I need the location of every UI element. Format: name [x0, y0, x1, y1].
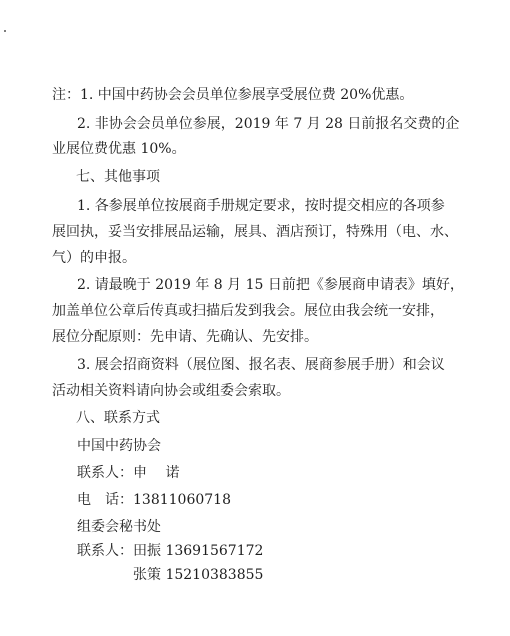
contact-person-2: 联系人：田振 13691567172 — [77, 543, 264, 559]
section-7-para-1-line-1: 1. 各参展单位按展商手册规定要求，按时提交相应的各项参 — [77, 198, 445, 214]
note-item-2-line-2: 业展位费优惠 10%。 — [52, 141, 186, 157]
section-7-para-3-line-1: 3. 展会招商资料（展位图、报名表、展商参展手册）和会议 — [77, 357, 445, 373]
contact-org-2: 组委会秘书处 — [77, 519, 161, 535]
scan-artifact-dot — [4, 30, 6, 32]
note-item-1: 注：1. 中国中药协会会员单位参展享受展位费 20%优惠。 — [52, 87, 414, 103]
section-8-heading: 八、联系方式 — [76, 410, 160, 426]
section-7-para-3-line-2: 活动相关资料请向协会或组委会索取。 — [52, 383, 290, 399]
contact-phone-1: 电 话：13811060718 — [77, 492, 231, 508]
section-7-para-1-line-2: 展回执，妥当安排展品运输，展具、酒店预订，特殊用（电、水、 — [52, 224, 458, 240]
contact-org-1: 中国中药协会 — [77, 438, 161, 454]
section-7-heading: 七、其他事项 — [76, 169, 160, 185]
section-7-para-2-line-3: 展位分配原则：先申请、先确认、先安排。 — [52, 329, 318, 345]
contact-person-1: 联系人：申 诺 — [77, 465, 180, 481]
note-item-2-line-1: 2. 非协会会员单位参展，2019 年 7 月 28 日前报名交费的企 — [77, 116, 460, 132]
section-7-para-2-line-1: 2. 请最晚于 2019 年 8 月 15 日前把《参展商申请表》填好， — [77, 277, 464, 293]
section-7-para-2-line-2: 加盖单位公章后传真或扫描后发到我会。展位由我会统一安排， — [52, 303, 444, 319]
section-7-para-1-line-3: 气）的申报。 — [52, 250, 136, 266]
contact-person-3: 张策 15210383855 — [133, 567, 264, 583]
